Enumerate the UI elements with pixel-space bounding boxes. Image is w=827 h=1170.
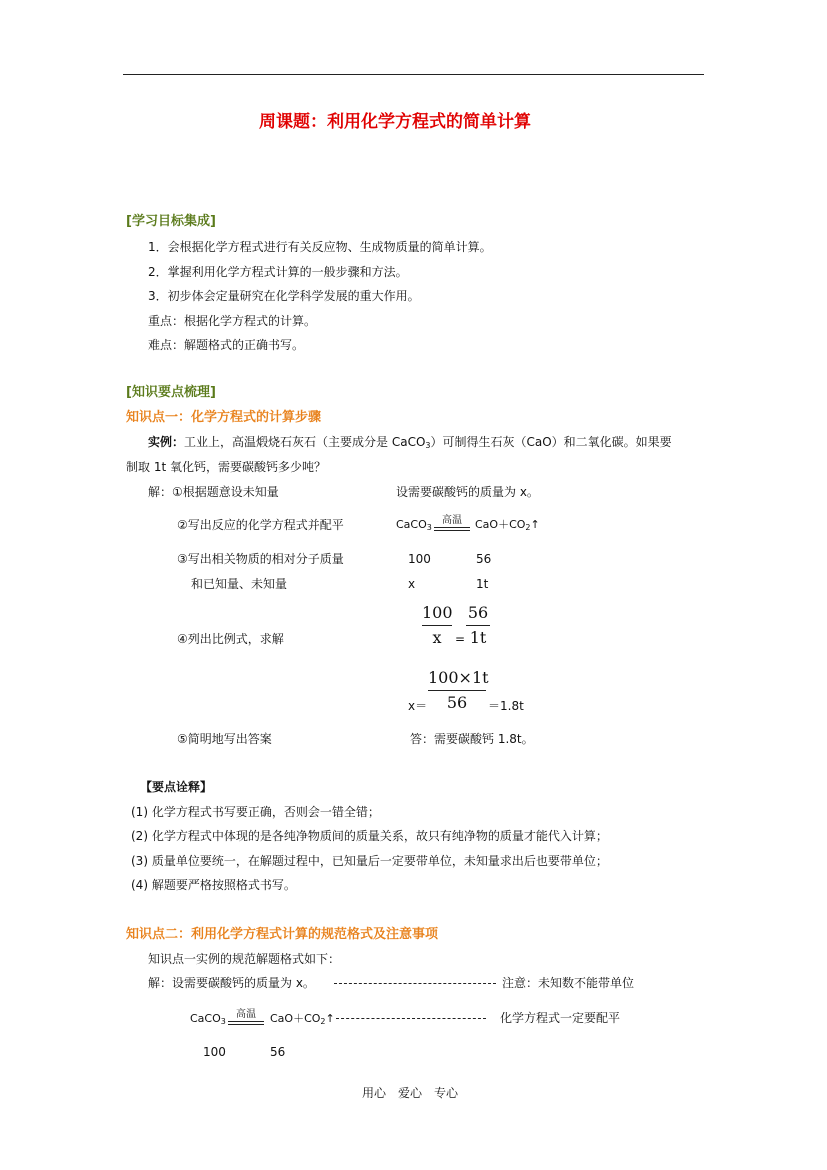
- step-3-label-b: 和已知量、未知量: [191, 577, 288, 591]
- reaction-condition: 高温: [434, 511, 470, 531]
- proportion-fraction-2: 56 1t: [467, 603, 489, 647]
- goal-item-3: 3．初步体会定量研究在化学科学发展的重大作用。: [148, 289, 420, 303]
- step-4-label: ④列出比例式，求解: [177, 632, 284, 646]
- format-dash-2: [336, 1018, 486, 1019]
- molar-mass-cao: 56: [476, 552, 492, 566]
- example-line-2: 制取 1t 氧化钙，需要碳酸钙多少吨？: [126, 460, 326, 474]
- step-5-label: ⑤简明地写出答案: [177, 732, 272, 746]
- proportion-equals: =: [455, 632, 466, 646]
- goal-item-1: 1．会根据化学方程式进行有关反应物、生成物质量的简单计算。: [148, 240, 492, 254]
- header-rule: [123, 74, 704, 75]
- knowledge-point-1-title: 知识点一：化学方程式的计算步骤: [126, 410, 322, 425]
- goal-item-2: 2．掌握利用化学方程式计算的一般步骤和方法。: [148, 265, 408, 279]
- format-dash-1: [334, 983, 496, 984]
- page-footer: 用心 爱心 专心: [362, 1086, 459, 1100]
- solution-rhs: ＝1.8t: [488, 699, 524, 713]
- step-1-content: 设需要碳酸钙的质量为 x。: [396, 485, 539, 499]
- unknown-x: x: [408, 577, 416, 591]
- format-equation-products: $CaO+CO_2↑$: [270, 1012, 335, 1026]
- molar-mass-caco3: 100: [408, 552, 431, 566]
- proportion-fraction-1: 100 x: [422, 603, 453, 647]
- note-3: (3) 质量单位要统一，在解题过程中，已知量后一定要带单位，未知量求出后也要带单位；: [131, 854, 608, 868]
- section-heading-knowledge: [知识要点梳理]: [126, 385, 216, 400]
- step-5-content: 答：需要碳酸钙 1.8t。: [410, 732, 534, 746]
- key-point: 重点：根据化学方程式的计算。: [148, 314, 317, 328]
- format-reaction-condition: 高温: [228, 1005, 264, 1025]
- note-4: (4) 解题要严格按照格式书写。: [131, 878, 296, 892]
- note-2: (2) 化学方程式中体现的是各纯净物质间的质量关系，故只有纯净物的质量才能代入计算；: [131, 829, 608, 843]
- reaction-products: $CaO+CO_2↑$: [475, 518, 540, 532]
- page-title: 周课题：利用化学方程式的简单计算: [259, 112, 531, 132]
- knowledge-point-2-title: 知识点二：利用化学方程式计算的规范格式及注意事项: [126, 927, 439, 942]
- format-note-2: 化学方程式一定要配平: [500, 1011, 621, 1025]
- format-molar-mass-cao: 56: [270, 1045, 286, 1059]
- notes-heading: 【要点诠释】: [140, 780, 213, 794]
- solution-lhs: x＝: [408, 699, 428, 713]
- step-3-label-a: ③写出相关物质的相对分子质量: [177, 552, 344, 566]
- example-line-1: 实例：工业上，高温煅烧石灰石（主要成分是 CaCO$_3$）可制得生石灰（CaO）和二氧化碳。如果要: [148, 435, 672, 450]
- kp2-intro: 知识点一实例的规范解题格式如下：: [148, 952, 341, 966]
- reaction-equation: CaCO$_3$: [396, 518, 432, 532]
- step-1-label: 解：①根据题意设未知量: [148, 485, 279, 499]
- step-2-label: ②写出反应的化学方程式并配平: [177, 518, 344, 532]
- format-line-1: 解：设需要碳酸钙的质量为 x。: [148, 976, 315, 990]
- known-1t: 1t: [476, 577, 489, 591]
- format-equation-reactant: CaCO$_3$: [190, 1012, 226, 1026]
- note-1: (1) 化学方程式书写要正确，否则会一错全错；: [131, 805, 380, 819]
- example-label: 实例：: [148, 435, 185, 449]
- section-heading-goals: [学习目标集成]: [126, 214, 216, 229]
- difficult-point: 难点：解题格式的正确书写。: [148, 338, 305, 352]
- format-note-1: 注意：未知数不能带单位: [502, 976, 635, 990]
- format-molar-mass-caco3: 100: [203, 1045, 226, 1059]
- solution-fraction: 100×1t 56: [428, 668, 489, 712]
